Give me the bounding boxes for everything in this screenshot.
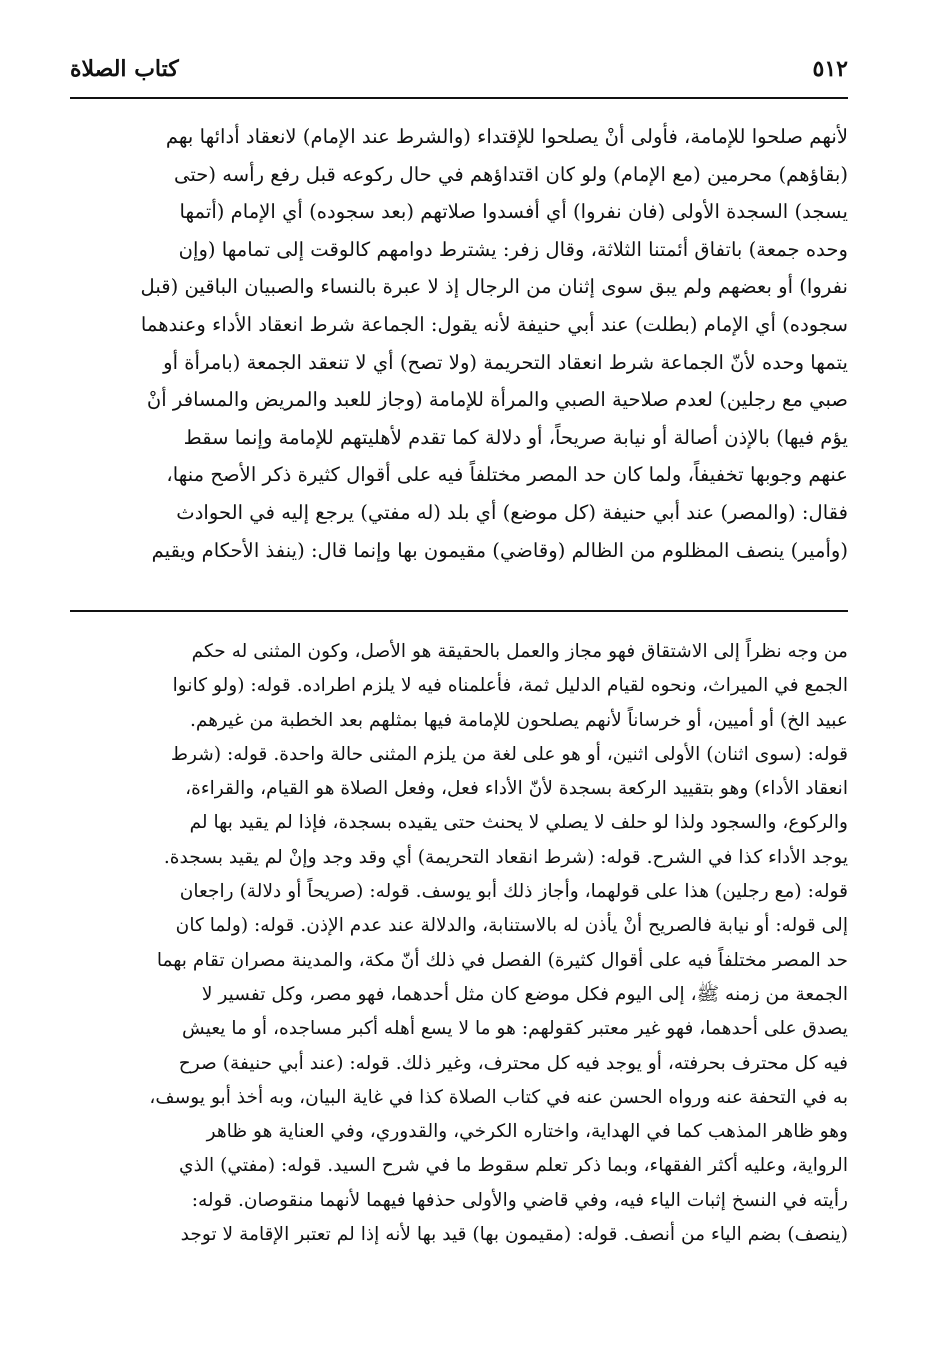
footnote-line: يوجد الأداء كذا في الشرح. قوله: (شرط انقعاد التحريمة) أي وقد وجد وإنْ لم يقيد بسجدة. — [163, 846, 848, 868]
main-text-line: صبي مع رجلين) لعدم صلاحية الصبي والمرأة للإمامة (وجاز للعبد والمريض والمسافر أنْ — [146, 388, 848, 412]
footnote-line: فيه كل محترف بحرفته، أو يوجد فيه كل محترف، وغير ذلك. قوله: (عند أبي حنيفة) صرح — [178, 1052, 848, 1074]
footnotes — [70, 635, 848, 1252]
footnote-line: به في التحفة عنه ورواه الحسن عنه في كتاب الصلاة كذا في غاية البيان، وبه أخذ أبو يوسف، — [149, 1086, 848, 1108]
main-text-line: يسجد) السجدة الأولى (فان نفروا) أي أفسدوا صلاتهم (بعد سجوده) أي الإمام (أتمها — [179, 200, 848, 224]
footnote-line: عبيد الخ) أو أميين، أو خرساناً لأنهم يصلحون للإمامة فيها بمثلهم بعد الخطبة من غيرهم. — [189, 709, 848, 731]
footnote-line: والركوع، والسجود ولذا لو حلف لا يصلي لا يحنث حتى يقيده بسجدة، فإذا لم يقيد بها لم — [189, 812, 848, 834]
page-number: ٥١٢ — [812, 56, 848, 82]
footnote-line: قوله: (سوى اثنان) الأولى اثنين، أو هو على لغة من يلزم المثنى حالة واحدة. قوله: (شرط — [170, 743, 848, 765]
main-text-line: نفروا) أو بعضهم ولم يبق سوى إثنان من الرجال إذ لا عبرة بالنساء والصبيان الباقين (قبل — [140, 275, 848, 299]
footnote-line: قوله: (مع رجلين) هذا على قولهما، وأجاز ذلك أبو يوسف. قوله: (صريحاً أو دلالة) راجعان — [179, 881, 848, 903]
main-text-line: يؤم فيها) بالإذن أصالة أو نيابة صريحاً، أو دلالة كما تقدم لأهليتهم للإمامة وإنما سقط — [183, 425, 848, 449]
main-text-line: (بقاؤهم) محرمين (مع الإمام) ولو كان اقتداؤهم في حال ركوعه قبل رفع رأسه (حتى — [174, 162, 848, 186]
footnote-line: (ينصف) بضم الياء من أنصف. قوله: (مقيمون بها) قيد بها لأنه إذا لم تعتبر الإقامة لا توجد — [180, 1224, 848, 1246]
main-text-line: (وأمير) ينصف المظلوم من الظالم (وقاضي) مقيمون بها وإنما قال: (ينفذ الأحكام ويقيم — [151, 538, 848, 562]
footnote-line: وهو ظاهر المذهب كما في الهداية، واختاره الكرخي، والقدوري، وفي العناية هو ظاهر — [206, 1121, 848, 1143]
footnote-line: إلى قوله: أو نيابة فالصريح أنْ يأذن له بالاستنابة، والدلالة عند عدم الإذن. قوله: (ولما كان — [175, 915, 848, 937]
main-text-line: يتمها وحده لأنّ الجماعة شرط انعقاد التحريمة (ولا تصح) أي لا تنعقد الجمعة (بامرأة أو — [163, 350, 848, 374]
main-text — [70, 118, 848, 569]
header-divider — [70, 97, 848, 99]
footnote-line: الجمع في الميراث، ونحوه لقيام الدليل ثمة، فأعلمناه فيه لا يلزم اطراده. قوله: (ولو كانوا — [172, 675, 848, 697]
main-text-line: لأنهم صلحوا للإمامة، فأولى أنْ يصلحوا للإقتداء (والشرط عند الإمام) لانعقاد أدائها بهم — [165, 125, 848, 148]
main-text-line: عنهم وجوبها تخفيفاً، ولما كان حد المصر مختلفاً فيه على أقوال كثيرة ذكر الأصح منها، — [166, 463, 848, 487]
footnote-line: من وجه نظراً إلى الاشتقاق فهو مجاز والعمل بالحقيقة هو الأصل، وكون المثنى له حكم — [191, 641, 848, 662]
footnote-line: رأيته في النسخ إثبات الياء فيه، وفي قاضي والأولى حذفها فيهما لأنهما منقوصان. قوله: — [191, 1189, 848, 1211]
main-text-line: فقال: (والمصر) عند أبي حنيفة (كل موضع) أي بلد (له مفتي) يرجع إليه في الحوادث — [176, 500, 848, 524]
footnote-line: الرواية، وعليه أكثر الفقهاء، وبما ذكر تعلم سقوط ما في شرح السيد. قوله: (مفتي) الذي — [179, 1155, 848, 1177]
footnote-line: انعقاد الأداء) وهو بتقييد الركعة بسجدة لأنّ الأداء فعل، وفعل الصلاة هو القيام، والقراءة، — [185, 778, 848, 800]
footnote-line: الجمعة من زمنه ﷺ، إلى اليوم فكل موضع كان مثل أحدهما، فهو مصر، وكل تفسير لا — [201, 983, 848, 1005]
main-text-line: وحده جمعة) باتفاق أئمتنا الثلاثة، وقال زفر: يشترط دوامهم كالوقت إلى تمامها (وإن — [178, 237, 848, 261]
page-header — [70, 56, 848, 90]
footnote-line: حد المصر مختلفاً فيه على أقوال كثيرة) الفصل في ذلك أنّ مكة، والمدينة مصران تقام بهما — [156, 949, 848, 971]
footnote-line: يصدق على أحدهما، فهو غير معتبر كقولهم: هو ما لا يسع أهله أكبر مساجده، أو ما يعيش — [182, 1018, 848, 1040]
main-text-line: سجوده) أي الإمام (بطلت) عند أبي حنيفة لأنه يقول: الجماعة شرط انعقاد الأداء وعندهما — [140, 312, 848, 336]
footnote-divider — [70, 610, 848, 612]
running-title: كتاب الصلاة — [70, 56, 179, 82]
